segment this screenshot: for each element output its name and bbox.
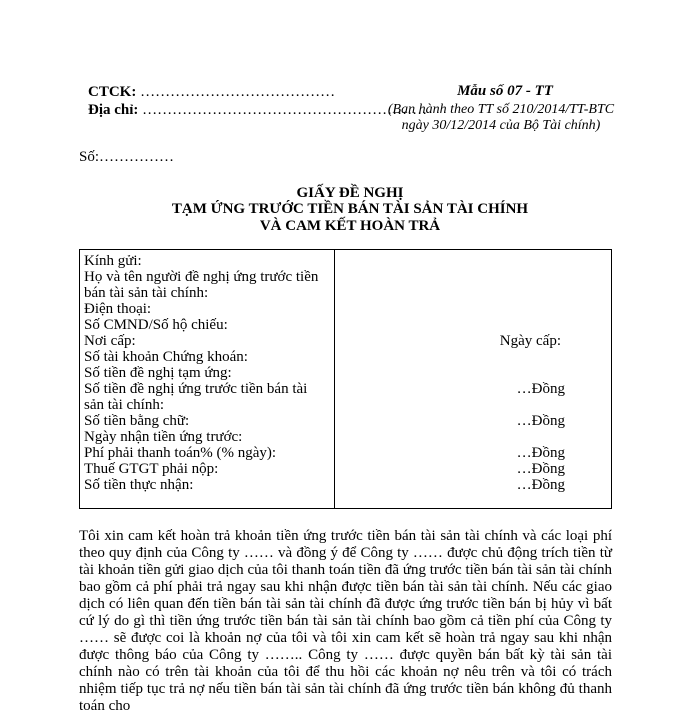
title-line-3: VÀ CAM KẾT HOÀN TRẢ <box>259 218 441 234</box>
field-ngay-nhan: Ngày nhận tiền ứng trước: <box>84 429 243 445</box>
field-cmnd: Số CMND/Số hộ chiếu: <box>84 317 228 333</box>
field-thue: Thuế GTGT phải nộp: <box>84 461 219 477</box>
dong-ung-truoc: …Đồng <box>516 381 565 397</box>
form-right-cell <box>335 250 612 509</box>
title-line-1: GIẤY ĐỀ NGHỊ <box>296 185 404 201</box>
document-number: Số:…………… <box>79 149 175 165</box>
field-so-tien-ung-truoc-2: sản tài chính: <box>84 397 164 413</box>
field-noi-cap: Nơi cấp: <box>84 333 136 349</box>
ctck-dots: ………………………………… <box>140 84 336 100</box>
request-form-table <box>79 249 612 509</box>
dong-thue: …Đồng <box>516 461 565 477</box>
ctck-line <box>88 83 335 102</box>
field-ho-ten-2: bán tài sản tài chính: <box>84 285 209 301</box>
field-bang-chu: Số tiền bằng chữ: <box>84 413 190 429</box>
dong-bang-chu: …Đồng <box>516 413 565 429</box>
diachi-label: Địa chỉ: <box>88 102 139 118</box>
field-thuc-nhan: Số tiền thực nhận: <box>84 477 194 493</box>
form-number: Mẫu số 07 - TT <box>457 83 553 99</box>
field-so-tien-tam-ung: Số tiền đề nghị tạm ứng: <box>84 365 232 381</box>
field-kinh-gui: Kính gửi: <box>84 253 142 269</box>
form-left-cell <box>80 250 335 509</box>
diachi-line <box>88 101 427 120</box>
ctck-label: CTCK: <box>88 84 137 100</box>
field-tai-khoan: Số tài khoản Chứng khoán: <box>84 349 248 365</box>
issued-line-1: (Ban hành theo TT số 210/2014/TT-BTC <box>387 102 615 117</box>
diachi-dots: ………………………………………………… <box>142 102 428 118</box>
field-dien-thoai: Điện thoại: <box>84 301 152 317</box>
field-ho-ten-1: Họ và tên người đề nghị ứng trước tiền <box>84 269 319 285</box>
field-so-tien-ung-truoc-1: Số tiền đề nghị ứng trước tiền bán tài <box>84 381 308 397</box>
commitment-paragraph: Tôi xin cam kết hoàn trả khoản tiền ứng trước tiền bán tài sản tài chính và các loại phí theo quy định của Công ty …… và đồng ý để Công ty …… được chủ động trích tiền từ tài khoản tiền gửi giao dịch của tôi thanh toán tiền đã ứng trước tiền bán tài sản tài chính bao gồm cả phí phải trả ngay sau khi nhận được tiền bán tài sản tài chính. Nếu các giao dịch có liên quan đến tiền bán tài sản tài chính đã được ứng trước tiền bán bị hủy vì bất cứ lý do gì thì tiền ứng trước tiền bán tài sản tài chính bao gồm cả tiền phí của Công ty …… sẽ được coi là khoản nợ của tôi và tôi xin cam kết sẽ hoàn trả ngay sau khi nhận được thông báo của Công ty …….. Công ty …… được quyền bán bất kỳ tài sản tài chính nào có trên tài khoản của tôi để thu hồi các khoản nợ nêu trên và tôi có trách nhiệm tiếp tục trả nợ nếu tiền bán tài sản tài chính đã ứng trước tiền bán không đủ thanh toán cho <box>79 528 612 714</box>
title-line-2: TẠM ỨNG TRƯỚC TIỀN BÁN TÀI SẢN TÀI CHÍNH <box>171 201 529 217</box>
issued-line-2: ngày 30/12/2014 của Bộ Tài chính) <box>401 118 601 133</box>
dong-phi: …Đồng <box>516 445 565 461</box>
dong-thuc-nhan: …Đồng <box>516 477 565 493</box>
ngay-cap-label: Ngày cấp: <box>499 333 561 349</box>
field-phi: Phí phải thanh toán% (% ngày): <box>84 445 277 461</box>
